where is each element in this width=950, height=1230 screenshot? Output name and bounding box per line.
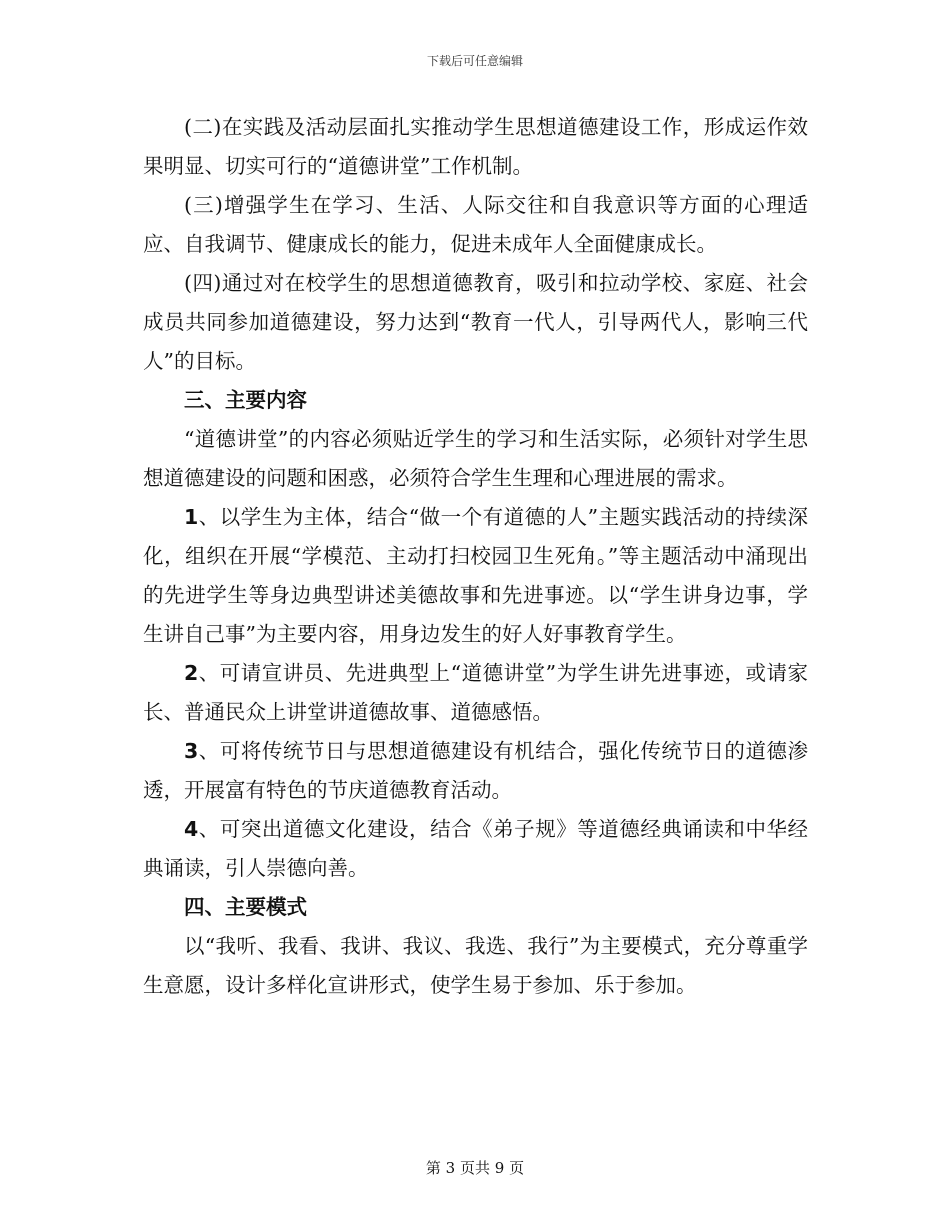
paragraph-objective-4: (四)通过对在校学生的思想道德教育，吸引和拉动学校、家庭、社会成员共同参加道德建设，努力达到“教育一代人，引导两代人，影响三代人”的目标。	[143, 271, 808, 373]
list-item-content-4	[143, 810, 808, 888]
item-number: 3	[184, 739, 199, 763]
list-item-content-2	[143, 654, 808, 732]
item-number: 1	[184, 505, 199, 529]
paragraph-mode: 以“我听、我看、我讲、我议、我选、我行”为主要模式，充分尊重学生意愿，设计多样化宣讲形式，使学生易于参加、乐于参加。	[143, 934, 808, 997]
item-number: 4	[184, 817, 199, 841]
item-text: 、可请宣讲员、先进典型上“道德讲堂”为学生讲先进事迹，或请家长、普通民众上讲堂讲道德故事、道德感悟。	[143, 661, 808, 724]
item-text: 、可将传统节日与思想道德建设有机结合，强化传统节日的道德渗透，开展富有特色的节庆道德教育活动。	[143, 739, 808, 802]
item-number: 2	[184, 661, 199, 685]
list-item-content-3	[143, 732, 808, 810]
item-text: 、可突出道德文化建设，结合《弟子规》等道德经典诵读和中华经典诵读，引人崇德向善。	[143, 817, 808, 880]
page-footer: 第 3 页共 9 页	[425, 1159, 525, 1177]
paragraph-objective-3: (三)增强学生在学习、生活、人际交往和自我意识等方面的心理适应、自我调节、健康成长的能力，促进未成年人全面健康成长。	[143, 193, 808, 256]
page-header: 下载后可任意编辑	[426, 54, 523, 68]
list-item-content-1	[143, 498, 808, 654]
section-heading-main-mode: 四、主要模式	[184, 895, 307, 919]
document-body	[143, 108, 808, 1005]
paragraph-objective-2: (二)在实践及活动层面扎实推动学生思想道德建设工作，形成运作效果明显、切实可行的“道德讲堂”工作机制。	[143, 115, 808, 178]
item-text: 、以学生为主体，结合“做一个有道德的人”主题实践活动的持续深化，组织在开展“学模范、主动打扫校园卫生死角。”等主题活动中涌现出的先进学生等身边典型讲述美德故事和先进事迹。以“学生讲身边事，学生讲自己事”为主要内容，用身边发生的好人好事教育学生。	[143, 505, 808, 646]
paragraph-content-intro: “道德讲堂”的内容必须贴近学生的学习和生活实际，必须针对学生思想道德建设的问题和困惑，必须符合学生生理和心理进展的需求。	[143, 427, 808, 490]
section-heading-main-content: 三、主要内容	[184, 388, 307, 412]
